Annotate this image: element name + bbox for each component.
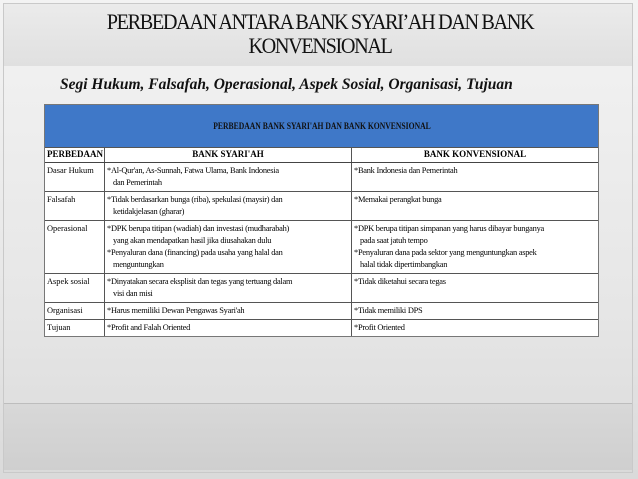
row-aspect: Tujuan [45, 320, 105, 336]
column-header-perbedaan: PERBEDAAN [45, 148, 105, 162]
row-konvensional-cell [352, 274, 598, 302]
konvensional-line: *Profit Oriented [354, 323, 405, 332]
syariah-line: dan Pemerintah [113, 178, 162, 187]
row-konvensional-cell [352, 192, 598, 220]
konvensional-line: *Tidak diketahui secara tegas [354, 277, 446, 286]
table-row-operasional [45, 221, 598, 274]
konvensional-line: *Penyaluran dana pada sektor yang menguntungkan aspek [354, 248, 537, 257]
konvensional-line: *Memakai perangkat bunga [354, 195, 442, 204]
row-aspect: Falsafah [45, 192, 105, 220]
slide-subtitle: Segi Hukum, Falsafah, Operasional, Aspek Sosial, Organisasi, Tujuan [60, 76, 513, 93]
row-konvensional-cell [352, 320, 598, 336]
row-aspect: Aspek sosial [45, 274, 105, 302]
konvensional-line: *Tidak memiliki DPS [354, 306, 423, 315]
syariah-line: *Dinyatakan secara eksplisit dan tegas yang tertuang dalam [107, 277, 293, 286]
konvensional-line: *Bank Indonesia dan Pemerintah [354, 166, 458, 175]
table-row-tujuan [45, 320, 598, 336]
column-header-bank-syariah: BANK SYARI'AH [105, 148, 352, 162]
konvensional-line: halal tidak dipertimbangkan [360, 260, 448, 269]
table-row-dasar-hukum [45, 163, 598, 192]
table-title: PERBEDAAN BANK SYARI'AH DAN BANK KONVENSIONAL [212, 121, 431, 131]
syariah-line: *Profit and Falah Oriented [107, 323, 191, 332]
konvensional-line: pada saat jatuh tempo [360, 236, 428, 245]
row-konvensional-cell [352, 303, 598, 319]
row-aspect: Organisasi [45, 303, 105, 319]
syariah-line: menguntungkan [113, 260, 164, 269]
syariah-line: *DPK berupa titipan (wadiah) dan investasi (mudharabah) [107, 224, 290, 233]
syariah-line: yang akan mendapatkan hasil jika diusahakan dulu [113, 236, 272, 245]
row-aspect: Operasional [45, 221, 105, 273]
row-aspect: Dasar Hukum [45, 163, 105, 191]
table-row-aspek-sosial [45, 274, 598, 303]
table-column-headers [45, 148, 598, 163]
comparison-table [44, 104, 599, 337]
slide-title [62, 10, 577, 58]
row-konvensional-cell [352, 163, 598, 191]
syariah-line: *Harus memiliki Dewan Pengawas Syari'ah [107, 306, 245, 315]
table-row-organisasi [45, 303, 598, 320]
column-header-bank-konvensional: BANK KONVENSIONAL [423, 149, 527, 159]
table-row-falsafah [45, 192, 598, 221]
slide-title-line1: PERBEDAAN ANTARA BANK SYARI’AH DAN BANK [106, 9, 534, 34]
syariah-line: *Tidak berdasarkan bunga (riba), spekulasi (maysir) dan [107, 195, 283, 204]
row-syariah-cell [105, 221, 352, 273]
syariah-line: visi dan misi [113, 289, 153, 298]
row-syariah-cell [105, 274, 352, 302]
row-syariah-cell [105, 163, 352, 191]
row-syariah-cell [105, 303, 352, 319]
row-syariah-cell [105, 320, 352, 336]
syariah-line: *Al-Qur'an, As-Sunnah, Fatwa Ulama, Bank Indonesia [107, 166, 279, 175]
row-konvensional-cell [352, 221, 598, 273]
footer-band [4, 403, 632, 470]
slide-title-line2: KONVENSIONAL [248, 33, 392, 58]
row-syariah-cell [105, 192, 352, 220]
table-title-bar [45, 105, 598, 148]
syariah-line: ketidakjelasan (gharar) [113, 207, 185, 216]
konvensional-line: *DPK berupa titipan simpanan yang harus dibayar bunganya [354, 224, 544, 233]
syariah-line: *Penyaluran dana (financing) pada usaha yang halal dan [107, 248, 283, 257]
